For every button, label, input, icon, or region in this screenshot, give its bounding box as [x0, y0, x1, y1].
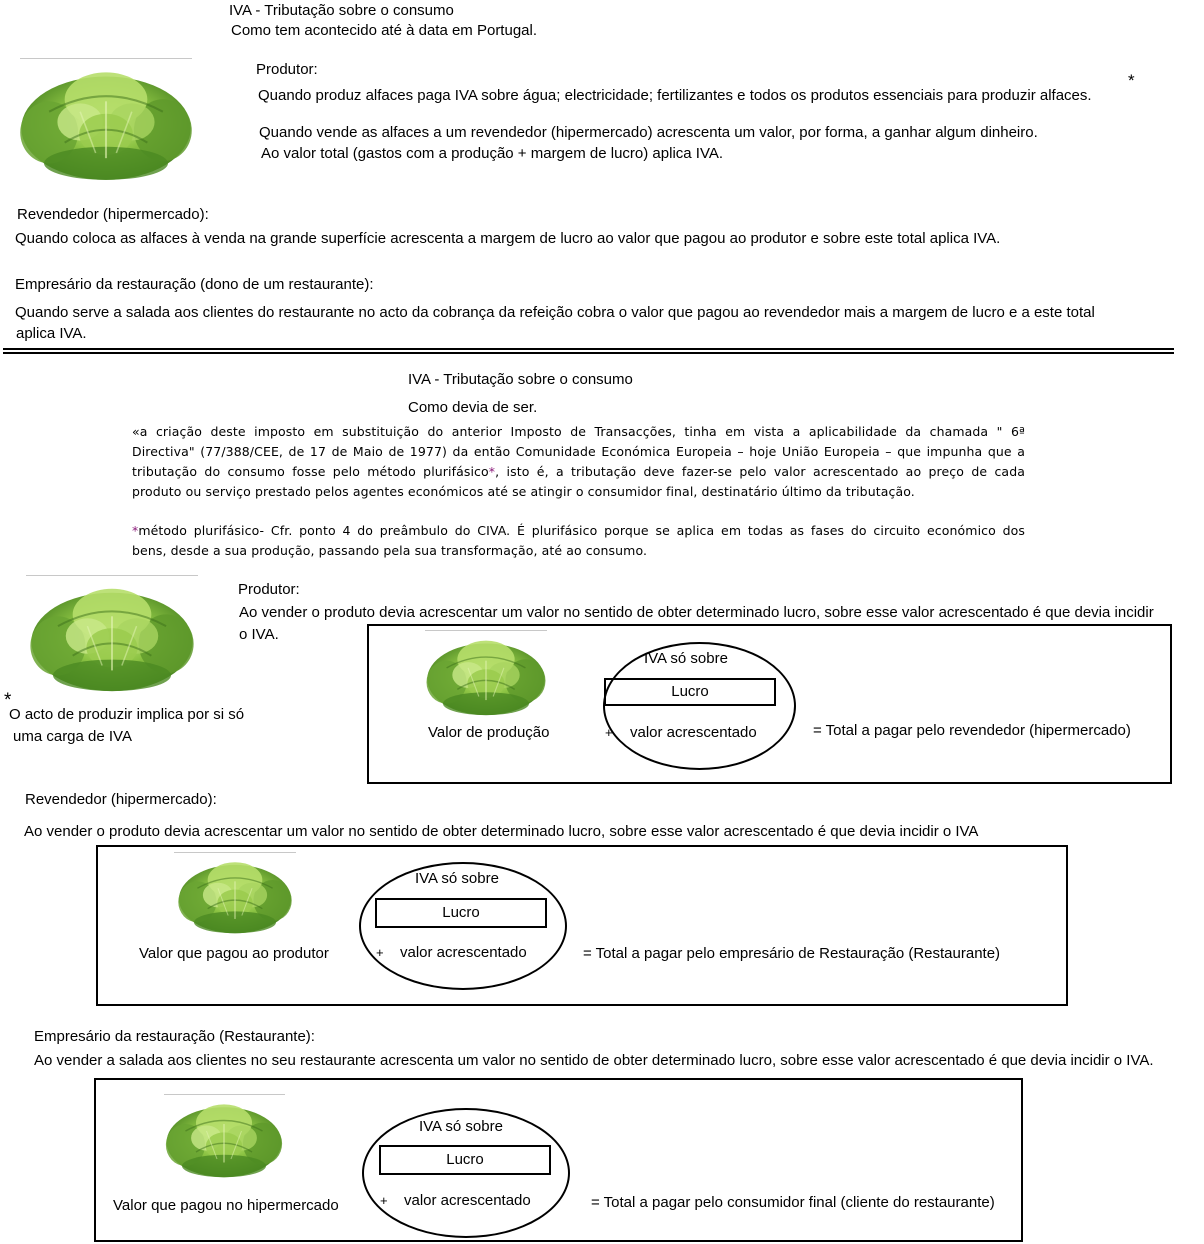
- section2-revendedor-label: Revendedor (hipermercado):: [25, 791, 217, 808]
- side-note-l2: uma carga de IVA: [13, 728, 132, 745]
- box1-lucro-box: Lucro: [604, 678, 776, 706]
- box2-valor-acrescentado: valor acrescentado: [400, 944, 527, 961]
- box3-valor-acrescentado: valor acrescentado: [404, 1192, 531, 1209]
- quote-line-3: [132, 462, 1025, 482]
- section1-empresario-label: Empresário da restauração (dono de um restaurante):: [15, 276, 374, 293]
- lettuce-image: [162, 1096, 286, 1180]
- section1-revendedor-text: Quando coloca as alfaces à venda na grande superfície acrescenta a margem de lucro ao valor que pagou ao produtor e sobre este total aplica IVA.: [15, 230, 1001, 247]
- quote-line-1: «a criação deste imposto em substituição do anterior Imposto de Transacções, tinha em vista a aplicabilidade da chamada " 6ª: [132, 424, 1025, 439]
- side-note-l1: O acto de produzir implica por si só: [9, 706, 245, 723]
- section1-produtor-p3: Ao valor total (gastos com a produção + margem de lucro) aplica IVA.: [261, 145, 724, 162]
- box3-total: = Total a pagar pelo consumidor final (cliente do restaurante): [591, 1194, 995, 1211]
- quote-line-4: produto ou serviço prestado pelos agentes económicos até se atingir o consumidor final, destinatário último da tributação.: [132, 484, 915, 499]
- section2-produtor-text-l1: Ao vender o produto devia acrescentar um valor no sentido de obter determinado lucro, sobre esse valor acrescentado é que devia incidir: [239, 604, 1154, 621]
- section2-produtor-text-l2: o IVA.: [239, 626, 279, 643]
- section2-produtor-label: Produtor:: [238, 581, 300, 598]
- section-divider-bottom: [3, 352, 1174, 354]
- section2-empresario-text: Ao vender a salada aos clientes no seu restaurante acrescenta um valor no sentido de obter determinado lucro, sobre esse valor acrescentado é que devia incidir o IVA.: [34, 1052, 1154, 1069]
- quote-star: *: [488, 464, 496, 479]
- lettuce-top-line: [20, 58, 192, 59]
- section2-title: IVA - Tributação sobre o consumo: [408, 371, 633, 388]
- footnote-block: [132, 521, 1025, 561]
- box1-left-label: Valor de produção: [428, 724, 550, 741]
- box2-lucro-box: Lucro: [375, 898, 547, 928]
- section2-empresario-label: Empresário da restauração (Restaurante):: [34, 1028, 315, 1045]
- section1-title: IVA - Tributação sobre o consumo: [229, 2, 454, 19]
- box2-ellipse-title: IVA só sobre: [415, 870, 499, 887]
- box3-ellipse-title: IVA só sobre: [419, 1118, 503, 1135]
- box2-plus: +: [376, 945, 384, 960]
- quote-line-3b: , isto é, a tributação deve fazer-se pelo valor acrescentado ao preço de cada: [495, 464, 1025, 479]
- side-asterisk: *: [4, 690, 12, 711]
- lettuce-image: [172, 854, 298, 936]
- footnote-line-1-text: método plurifásico- Cfr. ponto 4 do preâmbulo do CIVA. É plurifásico porque se aplica em todas as fases do circuito económico dos: [138, 523, 1025, 538]
- lettuce-image: [24, 577, 200, 695]
- section1-produtor-label: Produtor:: [256, 61, 318, 78]
- footnote-line-2: bens, desde a sua produção, passando pela sua transformação, até ao consumo.: [132, 543, 648, 558]
- box1-plus: +: [605, 725, 613, 740]
- quote-line-3a: tributação do consumo fosse pelo método plurifásico: [132, 464, 489, 479]
- footnote-line-1: [132, 521, 1025, 541]
- lettuce-top-line: [164, 1094, 285, 1095]
- lettuce-image: [424, 632, 548, 718]
- box1-valor-acrescentado: valor acrescentado: [630, 724, 757, 741]
- section2-revendedor-text: Ao vender o produto devia acrescentar um valor no sentido de obter determinado lucro, sobre esse valor acrescentado é que devia incidir o IVA: [24, 823, 979, 840]
- section1-subtitle: Como tem acontecido até à data em Portugal.: [231, 22, 538, 39]
- box1-ellipse-title: IVA só sobre: [644, 650, 728, 667]
- box3-lucro-box: Lucro: [379, 1145, 551, 1175]
- lettuce-top-line: [174, 852, 296, 853]
- box3-left-label: Valor que pagou no hipermercado: [113, 1197, 339, 1214]
- section-divider-top: [3, 348, 1174, 350]
- quote-line-2: Directiva" (77/388/CEE, de 17 de Maio de 1977) da então Comunidade Económica Europeia – hoje União Europeia – que impunha que a: [132, 444, 1025, 459]
- lettuce-top-line: [26, 575, 198, 576]
- lettuce-image: [18, 60, 194, 184]
- lettuce-top-line: [425, 630, 547, 631]
- section2-subtitle: Como devia de ser.: [408, 399, 538, 416]
- section1-revendedor-label: Revendedor (hipermercado):: [17, 206, 209, 223]
- box2-left-label: Valor que pagou ao produtor: [139, 945, 329, 962]
- section1-produtor-p2: Quando vende as alfaces a um revendedor (hipermercado) acrescenta um valor, por forma, a ganhar algum dinheiro.: [259, 124, 1038, 141]
- box2-total: = Total a pagar pelo empresário de Restauração (Restaurante): [583, 945, 1001, 962]
- footnote-star: *: [132, 523, 139, 538]
- asterisk-mark: *: [1128, 71, 1135, 90]
- box1-total: = Total a pagar pelo revendedor (hipermercado): [813, 722, 1131, 739]
- section1-empresario-text-l1: Quando serve a salada aos clientes do restaurante no acto da cobrança da refeição cobra o valor que pagou ao revendedor mais a margem de lucro e a este total: [15, 304, 1095, 321]
- section1-produtor-p1: Quando produz alfaces paga IVA sobre água; electricidade; fertilizantes e todos os produtos essenciais para produzir alfaces.: [258, 87, 1092, 104]
- quote-block: [132, 422, 1025, 502]
- section1-empresario-text-l2: aplica IVA.: [16, 325, 87, 342]
- box3-plus: +: [380, 1193, 388, 1208]
